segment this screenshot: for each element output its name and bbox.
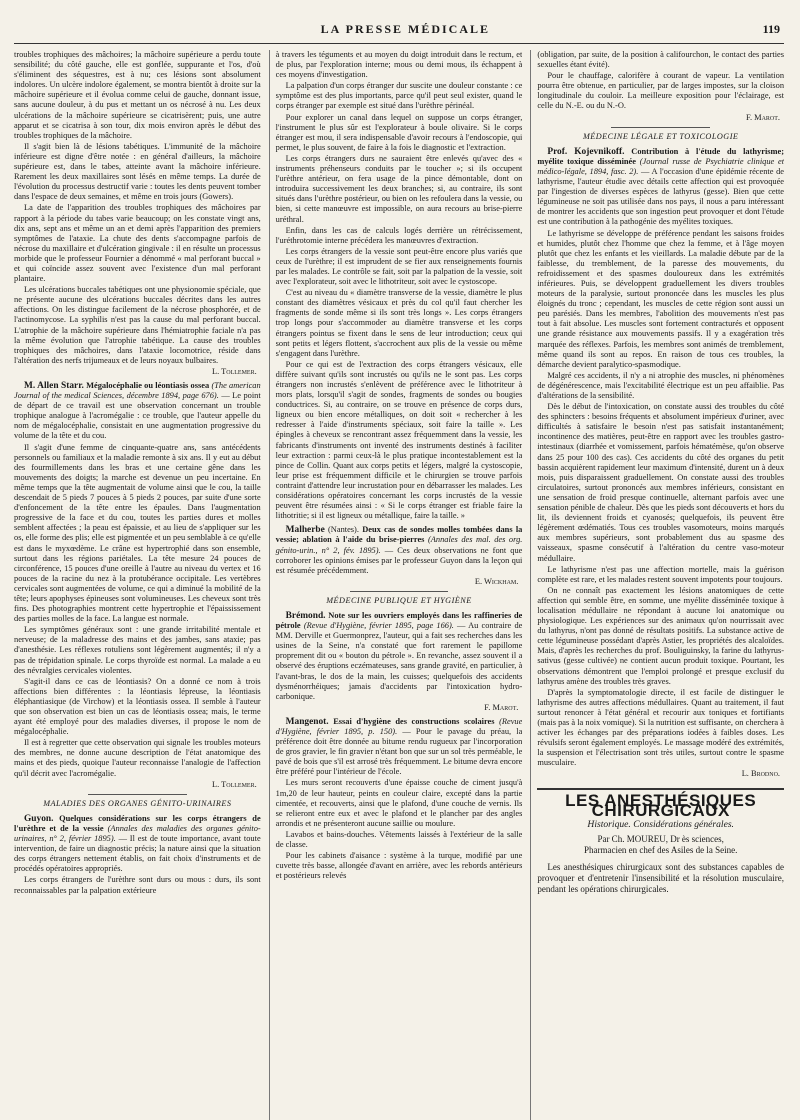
paragraph: Enfin, dans les cas de calculs logés derrière un rétrécissement, l'uréthrotomie interne précédera les manœuvres d'extraction. bbox=[275, 225, 523, 245]
journal-title: LA PRESSE MÉDICALE bbox=[320, 22, 491, 36]
paragraph: Pour les cabinets d'aisance : système à la turque, modifié par une cuvette très basse, allongée d'avant en arrière, avec les rebords antérieurs et postérieurs relevés bbox=[275, 851, 523, 881]
article-author: Mangenot. bbox=[285, 716, 329, 727]
paragraph: Dès le début de l'intoxication, on constate aussi des troubles du côté des sphincters : besoins fréquents et absolument impérieux d'uriner, avec difficultés à satisfaire le besoin n'est pas satisfait instantanément; incontinence des matières, peut-être en rapport avec les troubles gastro-intestinaux (diarrhée et vomissement, parfois hématémèse, qu'on observe dans 25 pour 100 des cas). Ces accidents du côté des organes du petit bassin acquièrent rapidement leur maximum d'intensité, durent un à deux mois, puis disparaissent graduellement. On constate aussi des troubles circulatoires, surtout prononcés aux membres inférieurs, consistant en une sensation de froid presque continuelle, alternant parfois avec une sensation pénible de chaleur. Dès que les pieds sont découverts et hors du lit, ils deviennent froids et cyanosés; quelquefois, ils peuvent être légèrement œdématiés. Tous ces troubles vasomoteurs, moins marqués aux membres supérieurs, sont probablement dus au spasme des vaisseaux, spasme consécutif à l'altération du centre vaso-moteur médullaire. bbox=[537, 402, 784, 563]
column-3 bbox=[530, 50, 784, 1120]
article-source: (Annales des mal. des org. génito-urin., n° 2, fév. 1895). bbox=[275, 535, 523, 555]
article-text: — Le point de départ de ce travail est une observation concernant un trouble trophique analogue à l'acromégalie : ce trouble, que l'auteur appelle du nom de mégalocéphalie, consistait en une augmentation progressive du volume de la tête et du cou. bbox=[14, 391, 261, 441]
article-abstract bbox=[14, 381, 261, 790]
feature-byline bbox=[537, 834, 784, 856]
paragraph: Il s'agit d'une femme de cinquante-quatre ans, sans antécédents personnels ou familiaux et la maladie remonte à six ans. Il y eut au début des fourmillements dans les bras et une certaine gêne dans les mouvements des doigts; la marche est devenue un peu incertaine. En même temps que la tête augmentait de volume ainsi que le cou, la taille descendait de 5 pieds 7 pouces à 5 pieds 2 pouces, par suite d'une sorte d'enfoncement de la tête entre les épaules. Dans l'augmentation progressive de la face et du cou, toutes les parties dures et molles semblent affectées ; la peau est épaissie, et au lieu de s'appliquer sur les os, elle forme des plis; elle est pigmentée et un peu semblable à ce qu'elle est dans le myxœdème. Le crâne est hypertrophié dans son ensemble, surtout dans les régions pariétales. La tête mesure 24 pouces de circonférence, 15 pouces d'une oreille à l'autre au niveau du vertex et 16 pouces de la racine du nez à la protubérance occipitale. Les vertèbres cervicales sont augmentées de volume, ce qui a diminué la mobilité de la tête; leurs apophyses épineuses sont volumineuses. Les cheveux sont très fins. Des photographies montrent cette hypertrophie et l'épaississement des parties molles de la face. La langue est normale. bbox=[14, 442, 261, 624]
author-signature: F. Marot. bbox=[745, 112, 781, 122]
feature-author: Par Ch. MOUREU, Dr ès sciences, bbox=[597, 833, 724, 844]
article-abstract bbox=[537, 147, 784, 780]
article-text: — Il est de toute importance, avant toute intervention, de faire un diagnostic précis; la nature ainsi que la situation des corps étrangers nettement établis, on fait choix d'instruments et de procédés opératoires appropriés. bbox=[14, 834, 261, 874]
article-title: Deux cas de sondes molles tombées dans la vessie; ablation à l'aide du brise-pierres bbox=[275, 525, 523, 545]
article-text: — A l'occasion d'une épidémie récente de lathyrisme, l'auteur étudie avec détails cette affection qui est provoquée par l'ingestion de diverses espèces de lathyrus (gesse). Bien que cette légumineuse ne soit pas utilisée dans nos pays, il nous a paru intéressant de montrer les accidents que son ingestion peut provoquer et dont l'étude est une contribution à la pathogénie des myélites toxiques. bbox=[537, 166, 784, 227]
article-title: Quelques considérations sur les corps étrangers de l'urèthre et de la vessie bbox=[14, 813, 261, 833]
article-source: (The american Journal of the medical Sciences, décembre 1894, page 676). bbox=[14, 381, 261, 401]
paragraph: Malgré ces accidents, il n'y a ni atrophie des muscles, ni phénomènes de dégénérescence, mais l'excitabilité électrique est un peu affaiblie. Pas d'altérations de la sensibilité. bbox=[537, 370, 784, 400]
article-abstract bbox=[276, 525, 523, 587]
paragraph: Il s'agit bien là de lésions tabétiques. L'immunité de la mâchoire inférieure est digne d'être notée : en général d'ailleurs, la mâchoire supérieure est, dans le tabes, atteinte avant la mâchoire inférieure. Rarement les deux maxillaires sont lésés en même temps. La durée de l'évolution du processus destructif varie : toutes les dents peuvent tomber dans l'espace de deux semaines, et même en trois jours (Gowers). bbox=[14, 141, 261, 202]
paragraph: C'est au niveau du « diamètre transverse de la vessie, diamètre le plus constant des diamètres vésicaux et près du col qu'il faut chercher les fragments de sonde même si ils sont très longs ». Les corps étrangers trop longs pour s'accommoder au diamètre transverse et les corps étrangers pointus se fixent dans le sens de leur introduction; ceux qui sont petits et légers flottent, s'accrochent aux plis de la vessie ou même s'engagent dans l'urèthre. bbox=[275, 288, 523, 358]
feature-title: LES ANESTHÉSIQUES CHIRURGICAUX bbox=[565, 790, 757, 820]
article-title: Contribution à l'étude du lathyrisme; myélite toxique disséminée bbox=[537, 146, 784, 166]
author-signature: E. Wickham. bbox=[474, 576, 519, 586]
paragraph: Les ulcérations buccales tabétiques ont une physionomie spéciale, que ne présente aucune des ulcérations buccales décrites dans les autres affections. On les distingue facilement de la nécrose phosphorée, et de l'actinomycose. La syphilis n'est pas la cause du mal perforant buccal. L'atrophie de la mâchoire supérieure dans l'hémiatrophie faciale n'a pas la même évolution que l'atrophie tabétique. La cause des troubles trophiques des mâchoires, dans l'ataxie locomotrice, réside dans l'altération des nerfs trijumeaux et de leurs noyaux bulbaires. bbox=[14, 285, 261, 365]
paragraph: Les corps étrangers de l'urèthre sont durs ou mous : durs, ils sont reconnaissables par la palpation extérieure bbox=[14, 875, 261, 895]
column-2 bbox=[269, 50, 523, 1120]
section-divider bbox=[88, 794, 187, 795]
article-title: Note sur les ouvriers employés dans les raffineries de pétrole bbox=[275, 610, 523, 631]
paragraph: La date de l'apparition des troubles trophiques des mâchoires par rapport à la période du tabes varie beaucoup; on les constate vingt ans, dix ans, sept ans et même un an et demi après l'apparition des premiers symptômes de l'ataxie. La chute des dents s'accompagne parfois de nécrose du maxillaire et d'ulcération gingivale : il en résulte un processus morbide que le professeur Fournier a dénommé « mal perforant buccal » et qui coïncide assez souvent avec l'existence d'un mal perforant plantaire. bbox=[14, 203, 261, 284]
paragraph: troubles trophiques des mâchoires; la mâchoire supérieure a perdu toute sensibilité; du côté gauche, elle est gonflée, suppurante et l'os, d'où s'éliminent des séquestres, est à nu; ces lésions sont absolument indolores. Un ulcère indolore également, se montra bientôt à droite sur la mâchoire supérieure et il évolua comme celui de gauche, donnant issue, sans aucune douleur, à du pus et mettant un os nécrosé à nu. Les deux ulcérations de la mâchoire supérieure se cicatrisèrent; puis, une autre apparut et se cicatrisa à son tour, dix mois environ après le début des troubles trophiques de la mâchoire. bbox=[14, 50, 261, 140]
article-text: — Au contraire de MM. Derville et Guermonprez, l'auteur, qui a fait ses recherches dans les usines de la Seine, n'a constaté que fort rarement le papillome proprement dit ou « bouton du pétrole ». En revanche, assez souvent il a observé des éruptions eczémateuses, sans grande gravité, en particulier, à l'avant-bras, le dos de la main, les cuisses; quelquefois des accidents dysménorrhéiques; jamais d'accidents par l'intoxication hydro-carbonique. bbox=[275, 621, 523, 701]
paragraph: La palpation d'un corps étranger dur suscite une douleur constante : ce symptôme est des plus importants, parce qu'il peut seul exister, quand le corps étranger par exemple est situé dans l'urèthre périnéal. bbox=[275, 81, 523, 111]
article-author: Brémond. bbox=[285, 610, 326, 621]
article-title: Essai d'hygiène des constructions scolaires bbox=[333, 716, 495, 726]
section-heading: MALADIES DES ORGANES GÉNITO-URINAIRES bbox=[43, 798, 232, 808]
article-source: (Revue d'Hygiène, février 1895, p. 150). bbox=[275, 716, 523, 736]
paragraph: Les corps étrangers durs ne sauraient être enlevés qu'avec des « instruments préhenseurs conduits par le toucher »; si ils occupent l'urèthre antérieur, on fera usage de la pince démontable, dont on introduira successivement les deux branches; si, au contraire, ils sont situés dans l'urèthre postérieur, ou bien on les refoulera dans la vessie, ou bien, si cette manœuvre est impossible, on aura recours au brise-pierre uréthral. bbox=[275, 153, 523, 224]
paragraph: Les symptômes généraux sont : une grande irritabilité mentale et nerveuse; de la maladresse des mains et des jambes, sans ataxie; pas d'anesthésie. Les réflexes rotuliens sont légèrement augmentés; il n'y a pas de trépidation spinale. Le corps thyroïde est normal. La malade a eu des névralgies cervicales violentes. bbox=[14, 625, 261, 675]
article-author: Prof. Kojevnikoff. bbox=[547, 146, 625, 157]
article-source: (Revue d'Hygiène, février 1895, page 166). bbox=[303, 621, 454, 631]
author-signature: L. Tollemer. bbox=[211, 366, 257, 376]
author-signature: F. Marot. bbox=[484, 702, 519, 712]
author-signature: L. Brodno. bbox=[741, 769, 781, 779]
paragraph: Pour explorer un canal dans lequel on suppose un corps étranger, l'instrument le plus sûr est l'explorateur à boule olivaire. Si le corps étranger est mou, il sera indispensable d'avoir recours à l'endoscopie, qui permet, le plus souvent, de faire à la fois le diagnostic et l'extraction. bbox=[275, 112, 523, 152]
paragraph: S'agit-il dans ce cas de léontiasis? On a donné ce nom à trois affections bien différentes : la léontiasis lépreuse, la léontiasis éléphantiasique (de Virchow) et la léontiasis ossea. Il semble à l'auteur que son observation est bien un cas de léontiasis ossea; mais, le terme ayant été employé pour des maladies diverses, il propose le nom de mégalocéphalie. bbox=[14, 676, 261, 737]
article-abstract bbox=[14, 814, 261, 896]
article-text: — Pour le pavage du préau, la préférence doit être donnée au bitume rendu rugueux par l'incorporation de gros gravier, le fin gravier n'étant bon que sur un sol très perméable, le pavé de bois que s'il est arrosé très fréquemment. Le bitume devra encore être préféré pour l'intérieur de l'école. bbox=[275, 727, 523, 777]
paragraph: à travers les téguments et au moyen du doigt introduit dans le rectum, et de plus, par l'exploration interne; mous ou demi mous, ils échappent à ces moyens d'investigation. bbox=[275, 50, 523, 80]
paragraph: Lavabos et bains-douches. Vêtements laissés à l'extérieur de la salle de classe. bbox=[275, 829, 523, 850]
paragraph: D'après la symptomatologie directe, il est facile de distinguer le lathyrisme des autres affections médullaires. Quant au traitement, il faut surtout renoncer à l'état général et recourir aux toniques et fortifiants (mais pas à la noix vomique). Si la nutrition est suffisante, on cherchera à activer les échanges par des préparations iodées à faibles doses. Les révulsifs seront également employés. Le massage modéré des extrémités, la suspension et l'électrisation sont très utiles, surtout contre le spasme musculaire. bbox=[537, 687, 784, 768]
feature-divider bbox=[537, 788, 784, 790]
page-number: 119 bbox=[762, 22, 780, 36]
running-header bbox=[14, 22, 784, 44]
paragraph: Il est à regretter que cette observation qui signale les troubles moteurs des membres, ne donne aucune description de l'état anatomique des mains et des pieds, quoique l'auteur reconnaisse l'analogie de l'affection qu'il décrit avec l'acromégalie. bbox=[14, 738, 261, 778]
feature-subtitle: Historique. Considérations générales. bbox=[587, 818, 734, 830]
paragraph: Le lathyrisme se développe de préférence pendant les saisons froides et humides, plutôt chez l'homme que chez la femme, et à l'âge moyen plutôt que chez les enfants et les vieillards. La maladie débute par de la faiblesse, du tremblement, de la paresse des mouvements, du refroidissement et des spasmes douloureux dans les extrémités inférieures. Puis, se développent graduellement les divers troubles moteurs de la paralysie, surtout prononcée dans les muscles les plus éloignés du tronc ; cependant, les muscles de cette région sont aussi un peu parésiés. Dans les membres, l'abolition des mouvements n'est pas tout à fait absolue. Les muscles sont fortement contracturés et opposent une grande résistance aux mouvements passifs. Il y a exagération très marquée des réflexes. Parfois, les membres sont animés de tremblement, même quand ils sont au repos. En raison de tous ces troubles, la démarche devient paralytico-spasmodique. bbox=[537, 228, 784, 369]
paragraph: Les corps étrangers de la vessie sont peut-être encore plus variés que ceux de l'urèthre; il est imprudent de se fier aux renseignements fournis par les malades. Le contrôle se fait, soit par la palpation de la vessie, soit avec l'explorateur, soit avec le lithotriteur, soit avec le cystoscope. bbox=[275, 246, 523, 287]
article-abstract bbox=[276, 717, 523, 882]
paragraph: On ne connaît pas exactement les lésions anatomiques de cette affection qui semble être, en somme, une myélite disséminée toxique à localisation médullaire ne répondant à aucune loi anatomique ou physiologique. Les expériences sur des animaux qu'on nourrissait avec du lathyrus, n'ont pas donné de résultats positifs. La substance active de cette légumineuse possédant d'après Astier, les propriétés des alcaloïdes. Mais, d'après les recherches du prof. Bouliguinsky, la farine du lathyrus-sativus (gesse cultivée) ne contient aucun produit toxique. Pourtant, les observations démontrent que l'emploi prolongé et presque exclusif du lathyrus amène des troubles très graves. bbox=[537, 585, 784, 686]
feature-affiliation: Pharmacien en chef des Asiles de la Seine. bbox=[583, 844, 738, 855]
article-author: Malherbe bbox=[285, 525, 325, 536]
article-source: (Journal russe de Psychiatrie clinique et médico-légale, 1894, fasc. 2). bbox=[537, 156, 784, 176]
paragraph: Pour le chauffage, calorifère à courant de vapeur. La ventilation pourra être obtenue, en particulier, par de larges impostes, sur la cloison longitudinale du couloir. La meilleure exposition pour l'éclairage, est celle du N.-E. ou du N.-O. bbox=[537, 71, 784, 111]
article-author: M. Allen Starr. bbox=[24, 381, 84, 391]
article-text: — Ces deux observations ne font que corroborer les opinions émises par le professeur Guyon dans la leçon qui est résumée précédemment. bbox=[275, 545, 523, 575]
paragraph: (obligation, par suite, de la position à califourchon, le contact des parties sexuelles étant évité). bbox=[537, 50, 784, 70]
paragraph: Le lathyrisme n'est pas une affection mortelle, mais la guérison complète est rare, et les malades restent souvent impotents pour toujours. bbox=[537, 564, 784, 584]
article-source: (Annales des maladies des organes génito-urinaires, n° 2, février 1895). bbox=[14, 823, 261, 844]
feature-intro: Les anesthésiques chirurgicaux sont des substances capables de provoquer et d'entretenir l'insensibilité et la résolution musculaire, pendant les opérations chirurgicales. bbox=[537, 861, 784, 894]
columns bbox=[14, 50, 784, 1120]
article-author: Guyon. bbox=[24, 813, 54, 824]
paragraph: Les murs seront recouverts d'une épaisse couche de ciment jusqu'à 1m,20 de leur hauteur, peints en couleur claire, excepté dans la partie cimentée, et recouverts, ainsi que le plafond, d'une couche de vernis. Ils se relieront entre eux et avec le plafond et le plancher par des angles arrondis et ne présenteront aucune saillie ou moulure. bbox=[275, 778, 523, 828]
article-city: (Nantes). bbox=[328, 525, 359, 535]
section-divider bbox=[611, 127, 710, 128]
paragraph: Pour ce qui est de l'extraction des corps étrangers vésicaux, elle diffère suivant qu'ils sont incrustés ou qu'ils ne le sont pas. Les corps étrangers non incrustés s'enlèvent de préférence avec le lithotriteur à mors plats, lorsqu'il s'agit de sondes, fragments de sondes ou bougies conductrices. Si, au contraire, on se trouve en présence de corps durs, ligneux ou bien encore métalliques, on doit soit « rechercher à les redresser à l'aide d'instruments spéciaux, soit faire la taille ». Les épingles à cheveux se rencontrant assez fréquemment dans la vessie, les fabricants d'instruments ont inventé des instruments destinés à faciliter leur extraction : parmi ceux-là le plus pratique incontestablement est la pince de Collin. Quant aux corps petits et légers, malgré la cystoscopie, leur prise est fréquemment difficile et le chirurgien se trouve parfois contraint d'attendre leur incrustation pour en débarrasser les malades. Les considérations opératoires concernant les corps incrustés de la vessie peuvent être résumées ainsi : « Si le corps étranger est friable faire la lithotritie; si il est ligneux ou métallique, faire la taille. » bbox=[275, 359, 523, 521]
article-title: Mégalocéphalie ou léontiasis ossea bbox=[86, 381, 210, 390]
section-heading: MÉDECINE PUBLIQUE ET HYGIÈNE bbox=[326, 595, 472, 605]
author-signature: L. Tollemer. bbox=[211, 779, 257, 789]
section-divider bbox=[350, 591, 449, 592]
section-heading: MÉDECINE LÉGALE ET TOXICOLOGIE bbox=[582, 131, 739, 141]
column-1 bbox=[14, 50, 261, 1120]
article-abstract bbox=[276, 611, 523, 713]
